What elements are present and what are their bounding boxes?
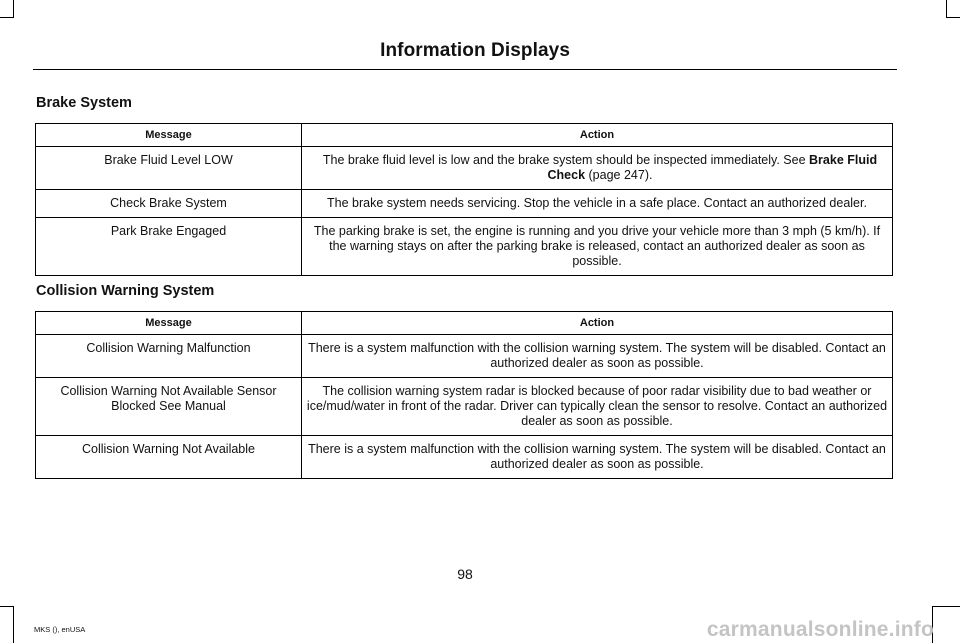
page-header-title: Information Displays [380, 40, 570, 61]
crop-mark-bottom-right [932, 606, 960, 607]
watermark-logo: carmanualsonline.info [706, 618, 934, 641]
section-heading-collision-warning: Collision Warning System [36, 283, 215, 299]
crop-mark-top-left [0, 17, 13, 18]
collision-warning-table [35, 311, 893, 479]
table-row [36, 378, 893, 436]
message-cell: Park Brake Engaged [36, 218, 302, 276]
section-heading-brake-system: Brake System [36, 95, 132, 111]
action-cell: The brake system needs servicing. Stop the vehicle in a safe place. Contact an authorized dealer. [302, 190, 893, 218]
message-cell: Collision Warning Not Available [36, 436, 302, 479]
table-row [36, 147, 893, 190]
document-id: MKS (), enUSA [34, 625, 86, 634]
column-header-action: Action [302, 124, 893, 147]
message-cell: Collision Warning Malfunction [36, 335, 302, 378]
action-cell [302, 147, 893, 190]
brake-system-table [35, 123, 893, 276]
message-cell: Collision Warning Not Available Sensor Blocked See Manual [36, 378, 302, 436]
table-header-row [36, 124, 893, 147]
column-header-message: Message [36, 312, 302, 335]
crop-mark-top-left [13, 0, 14, 18]
table-header-row [36, 312, 893, 335]
table-row [36, 335, 893, 378]
action-text: The brake fluid level is low and the brake system should be inspected immediately. See [322, 153, 810, 167]
table-row [36, 218, 893, 276]
page-number: 98 [457, 566, 473, 582]
table-row [36, 190, 893, 218]
message-cell: Brake Fluid Level LOW [36, 147, 302, 190]
crop-mark-top-right [946, 0, 947, 18]
action-cell: The collision warning system radar is blocked because of poor radar visibility due to bad weather or ice/mud/water in front of the radar. Driver can typically clean the sensor to resolve. Contact an authorized dealer as soon as possible. [302, 378, 893, 436]
page-reference-text: (page 247). [585, 168, 653, 182]
column-header-action: Action [302, 312, 893, 335]
table-row [36, 436, 893, 479]
header-divider [33, 69, 897, 70]
column-header-message: Message [36, 124, 302, 147]
action-cell: The parking brake is set, the engine is running and you drive your vehicle more than 3 mph (5 km/h). If the warning stays on after the parking brake is released, contact an authorized dealer as soon as possible. [302, 218, 893, 276]
cross-reference-link[interactable]: Brake Fluid Check [547, 153, 878, 182]
crop-mark-top-right [946, 17, 960, 18]
crop-mark-bottom-left [0, 606, 13, 607]
crop-mark-bottom-left [13, 606, 14, 643]
action-cell: There is a system malfunction with the collision warning system. The system will be disabled. Contact an authorized dealer as soon as possible. [302, 335, 893, 378]
action-cell: There is a system malfunction with the collision warning system. The system will be disabled. Contact an authorized dealer as soon as possible. [302, 436, 893, 479]
message-cell: Check Brake System [36, 190, 302, 218]
